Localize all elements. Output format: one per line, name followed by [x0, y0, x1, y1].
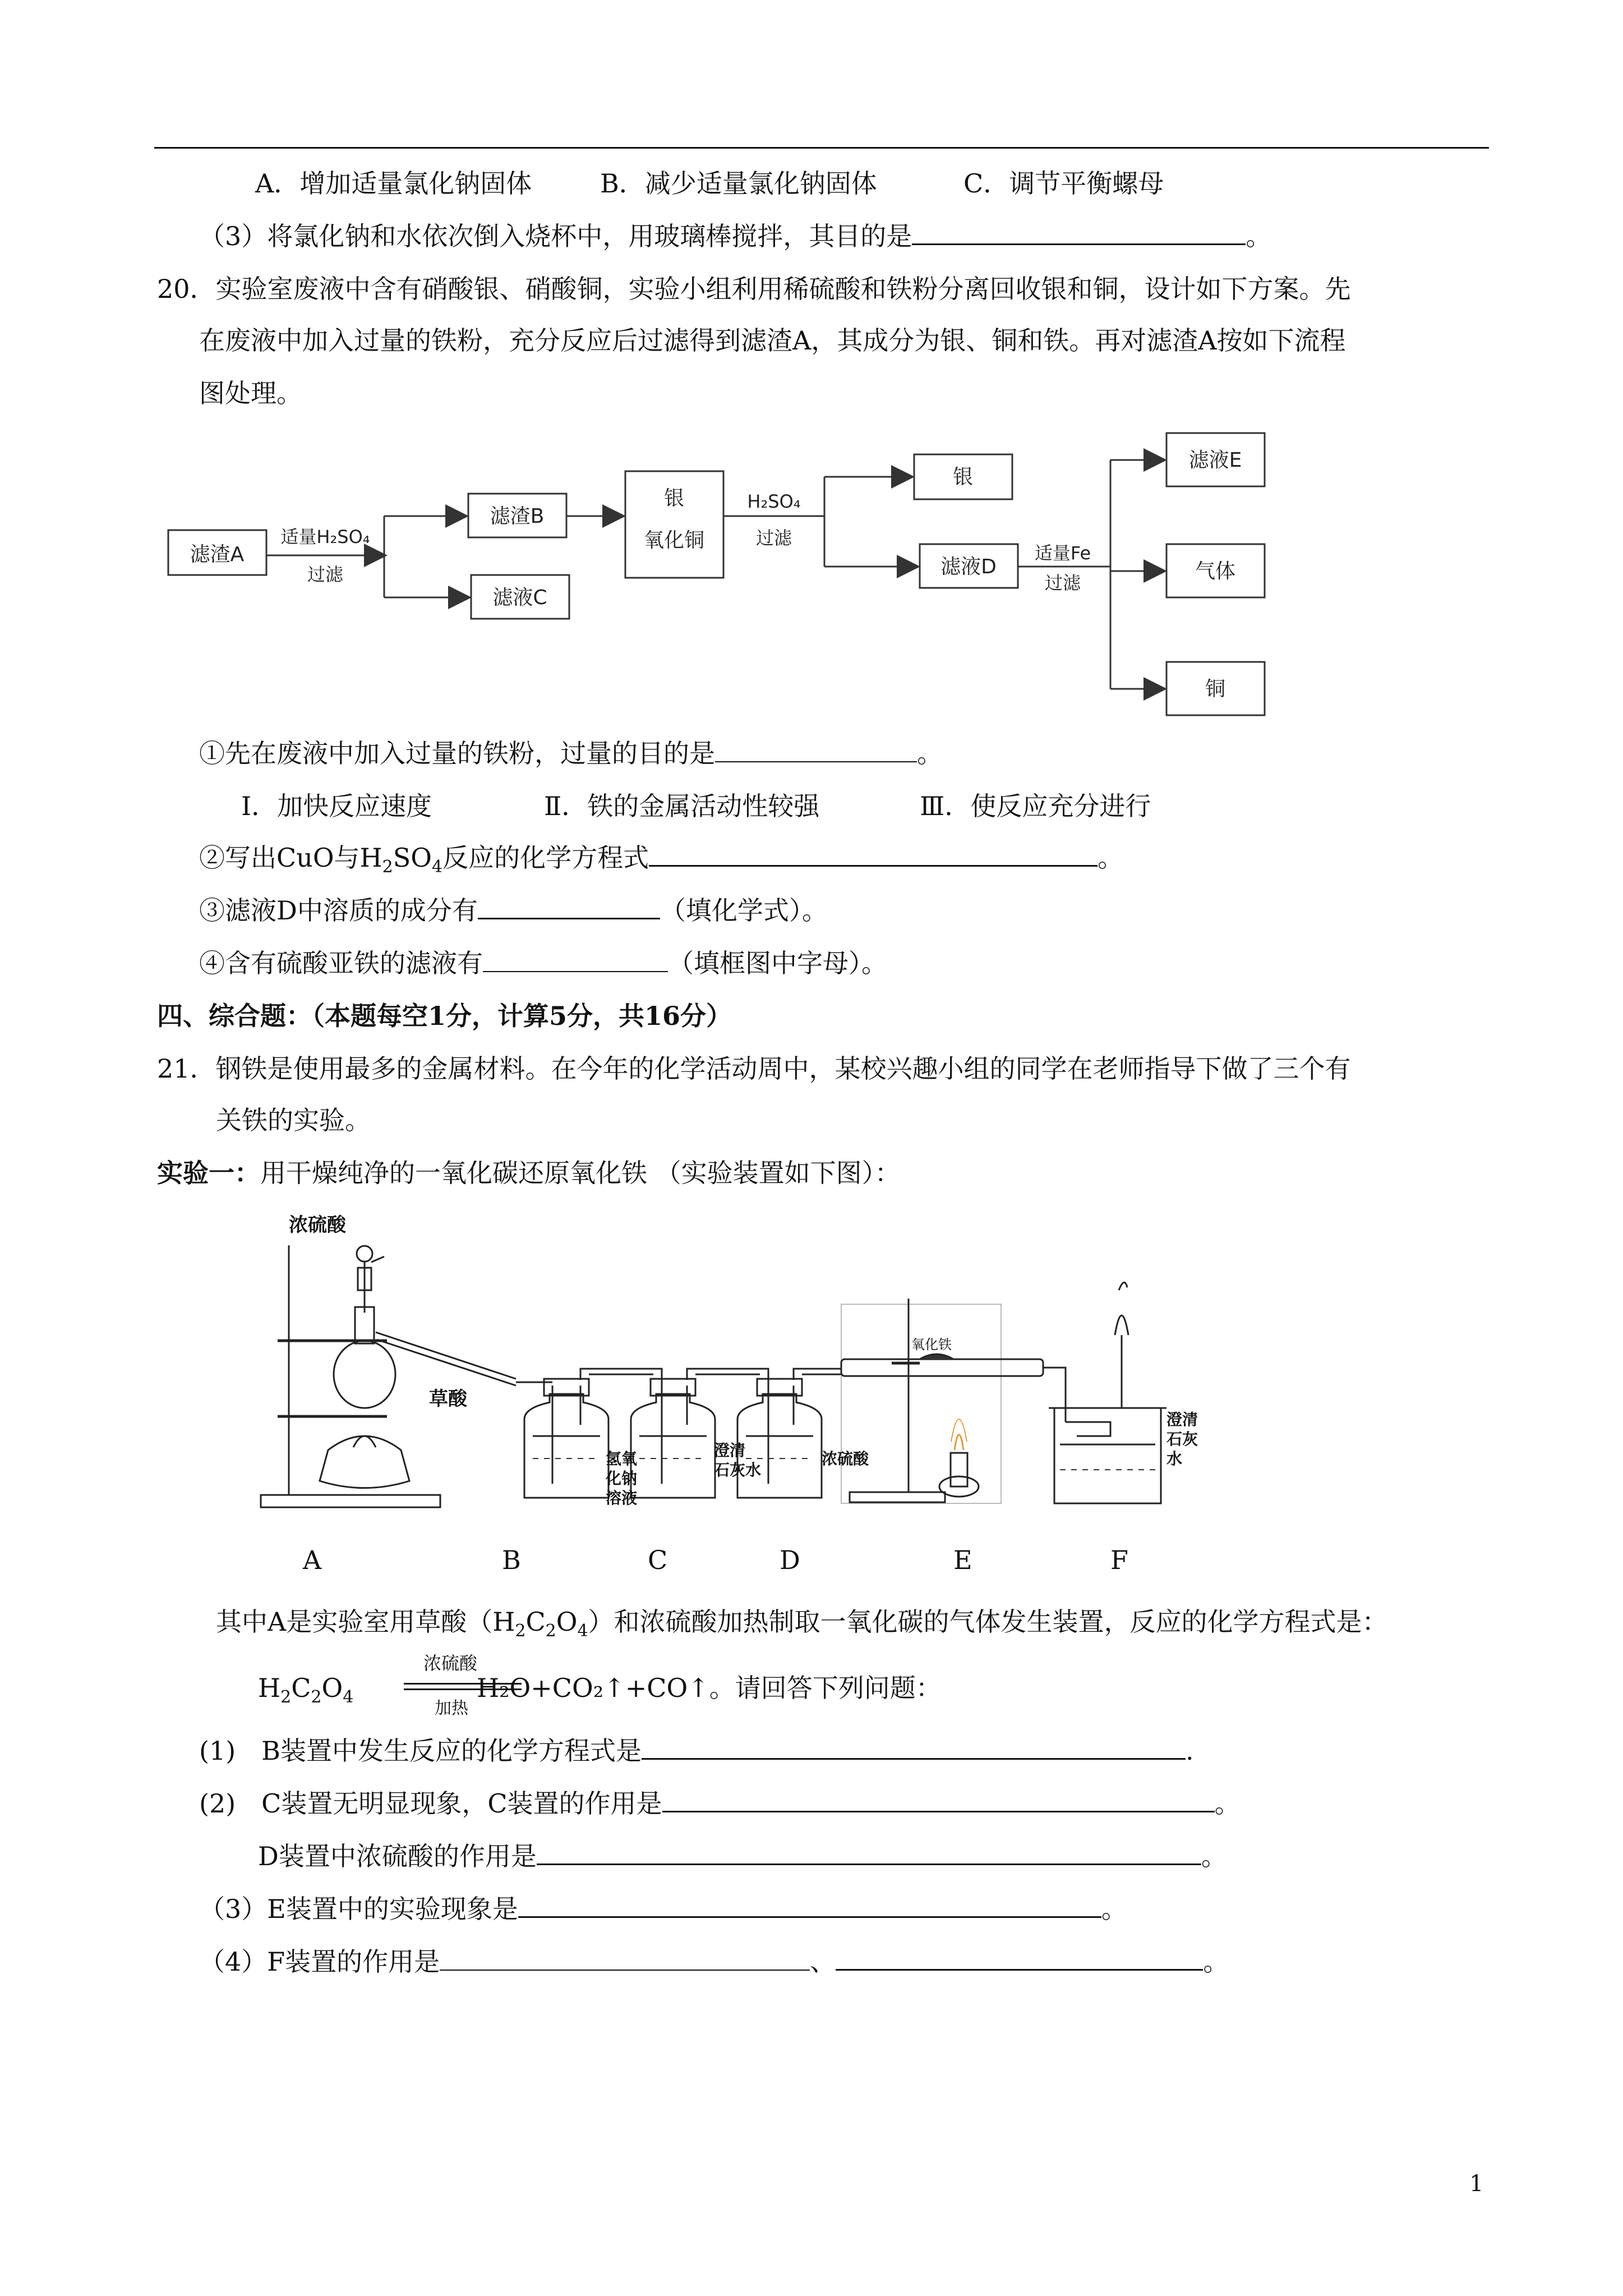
q21-sub4: （4）F装置的作用是 、 。: [199, 1944, 1229, 1979]
header-rule: [154, 147, 1489, 149]
q21-stem-line2: 关铁的实验。: [216, 1105, 371, 1135]
answer-blank-q21-1[interactable]: [642, 1733, 1186, 1760]
label-conc-acid-a: 浓硫酸: [289, 1214, 346, 1236]
caption-b: B: [502, 1545, 521, 1575]
label-lime-f3: 水: [1166, 1450, 1183, 1468]
label-lime-1: 澄清: [714, 1441, 746, 1460]
flow-label-d: 滤液D: [940, 555, 997, 578]
flow-label-mid-2: 氧化铜: [643, 529, 705, 552]
caption-a: A: [303, 1545, 322, 1575]
equation-reactant: $H_2C_2O_4$: [258, 1673, 354, 1708]
q20-stem-line2: 在废液中加入过量的铁粉，充分反应后过滤得到滤渣A，其成分为银、铜和铁。再对滤渣A按如下流程: [199, 325, 1346, 356]
answer-blank-q21-3[interactable]: [518, 1892, 1101, 1918]
q20-part1: ①先在废液中加入过量的铁粉，过量的目的是 。: [199, 736, 943, 771]
answer-blank-q21-2b[interactable]: [537, 1839, 1201, 1865]
q21-sub2: (2) C装置无明显现象，C装置的作用是 。: [199, 1786, 1241, 1821]
q21-exp1: 实验一：用干燥纯净的一氧化碳还原氧化铁 （实验装置如下图）：: [157, 1158, 901, 1188]
equation-products: H₂O+CO₂↑+CO↑。请回答下列问题：: [477, 1673, 942, 1703]
flow-label-copper: 铜: [1205, 678, 1226, 701]
q20-part3: ③滤液D中溶质的成分有 （填化学式）。: [199, 893, 828, 928]
answer-blank-q20-2[interactable]: [649, 840, 1098, 867]
caption-c: C: [648, 1545, 668, 1575]
bottle-d: [737, 1394, 822, 1498]
label-conc-acid-d: 浓硫酸: [822, 1450, 869, 1468]
bottle-c: [631, 1394, 715, 1498]
flow-label-mid-1: 银: [663, 487, 685, 510]
answer-blank-q21-4b[interactable]: [836, 1944, 1203, 1971]
q20-stem-line3: 图处理。: [199, 378, 302, 408]
q20-part2: ②写出CuO与$H_2SO_4$反应的化学方程式 。: [199, 840, 1123, 885]
flow-step2-bottom: 过滤: [755, 527, 792, 549]
flow-label-a: 滤渣A: [190, 543, 245, 566]
caption-f: F: [1110, 1545, 1128, 1575]
q19-option-b: B．减少适量氯化钠固体: [600, 168, 877, 199]
flow-step1-bottom: 过滤: [307, 564, 344, 585]
label-iron-oxide: 氧化铁: [911, 1337, 952, 1352]
label-oxalic: 草酸: [429, 1388, 467, 1410]
flowchart-diagram: [157, 426, 1290, 729]
answer-blank-q20-3[interactable]: [478, 893, 660, 919]
caption-e: E: [953, 1545, 972, 1575]
label-lime-f1: 澄清: [1166, 1410, 1198, 1429]
flow-step3-top: 适量Fe: [1034, 542, 1091, 564]
label-lime-f2: 石灰: [1166, 1430, 1198, 1448]
flow-step3-bottom: 过滤: [1044, 572, 1081, 593]
equation-condition-top: 浓硫酸: [423, 1653, 478, 1674]
label-naoh-3: 溶液: [606, 1489, 638, 1507]
flow-step1-top: 适量H₂SO₄: [280, 526, 370, 547]
q21-sub1: (1) B装置中发生反应的化学方程式是 .: [199, 1733, 1194, 1768]
q21-sub3: （3）E装置中的实验现象是 。: [199, 1892, 1127, 1926]
q20-stem-line1: 20．实验室废液中含有硝酸银、硝酸铜，实验小组利用稀硫酸和铁粉分离回收银和铜，设计如下方案。先: [157, 274, 1351, 304]
caption-d: D: [780, 1545, 800, 1575]
q21-sub2b: D装置中浓硫酸的作用是 。: [258, 1839, 1227, 1874]
section-4-title: 四、综合题：（本题每空1分，计算5分，共16分）: [157, 1001, 732, 1031]
q21-stem-line1: 21．钢铁是使用最多的金属材料。在今年的化学活动周中，某校兴趣小组的同学在老师指导下做了三个有: [157, 1053, 1351, 1084]
apparatus-diagram: [247, 1200, 1312, 1520]
flow-label-gas: 气体: [1195, 560, 1236, 583]
q19-option-a: A．增加适量氯化钠固体: [255, 168, 532, 199]
answer-blank-q21-2[interactable]: [662, 1786, 1215, 1812]
stand-base-a: [261, 1495, 440, 1507]
flow-step2-top: H₂SO₄: [747, 491, 801, 512]
q20-option-iii: Ⅲ．使反应充分进行: [920, 791, 1151, 821]
equation-condition-bottom: 加热: [435, 1699, 468, 1718]
q21-intro: 其中A是实验室用草酸$(H_2C_2O_4)$和浓硫酸加热制取一氧化碳的气体发生装置，反应的化学方程式是：: [216, 1607, 1388, 1641]
answer-blank-q20-4[interactable]: [483, 946, 668, 972]
label-naoh-1: 氢氧: [606, 1450, 638, 1468]
q20-option-ii: Ⅱ．铁的金属活动性较强: [544, 791, 820, 821]
answer-blank-q20-1[interactable]: [715, 737, 917, 762]
flow-label-b: 滤渣B: [490, 505, 545, 528]
label-lime-2: 石灰水: [714, 1461, 762, 1479]
bottle-b: [524, 1394, 608, 1498]
q20-part4: ④含有硫酸亚铁的滤液有 （填框图中字母）。: [199, 946, 887, 981]
answer-blank-q21-4a[interactable]: [440, 1945, 810, 1971]
q19-sub3: （3）将氯化钠和水依次倒入烧杯中，用玻璃棒搅拌，其目的是 。: [199, 219, 1271, 254]
q20-option-i: Ⅰ．加快反应速度: [241, 791, 432, 821]
label-naoh-2: 化钠: [606, 1469, 638, 1488]
flow-label-c: 滤液C: [492, 586, 547, 609]
page-number: 1: [1469, 2171, 1484, 2197]
flow-label-silver: 银: [952, 466, 974, 489]
q19-option-c: C．调节平衡螺母: [963, 168, 1164, 199]
flow-label-e: 滤液E: [1188, 449, 1242, 472]
answer-blank-q19-3[interactable]: [912, 219, 1246, 245]
